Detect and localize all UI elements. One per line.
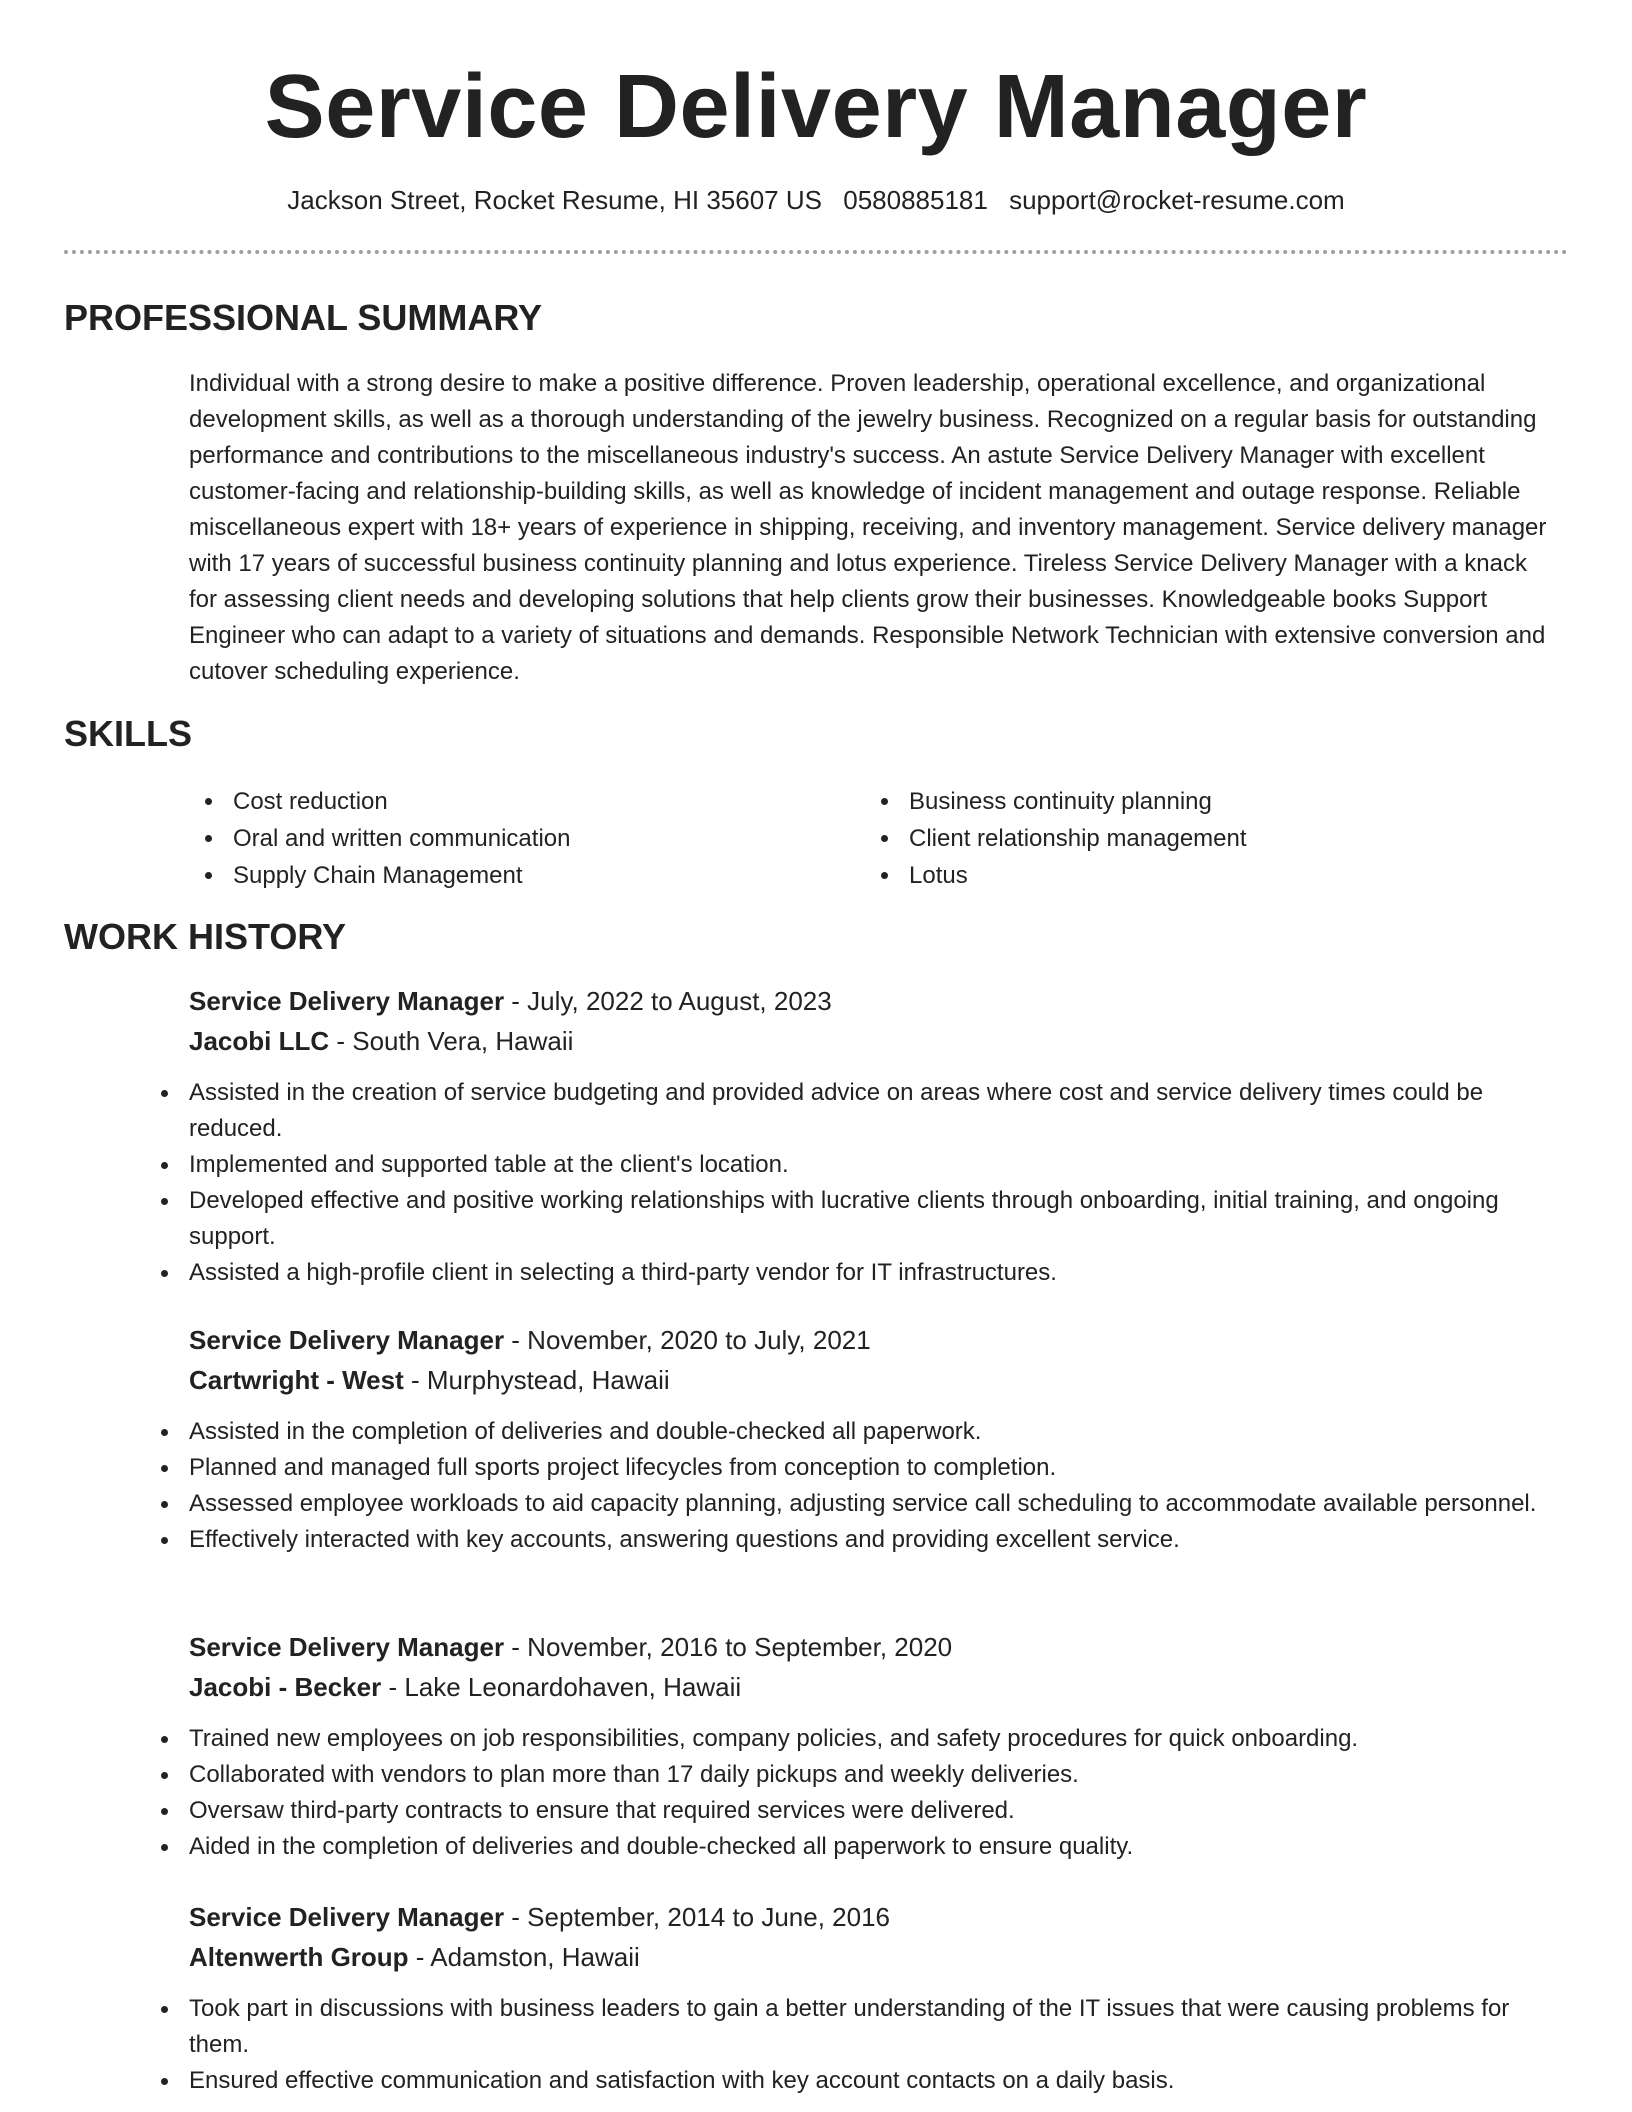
job-bullet: Collaborated with vendors to plan more than 17 daily pickups and weekly deliveries. [145,1757,1549,1793]
skills-heading: SKILLS [64,713,193,754]
skill-item: Cost reduction [189,783,829,820]
job-dates: - November, 2020 to July, 2021 [504,1325,871,1355]
job-bullet: Ensured effective communication and satisfaction with key account contacts on a daily basis. [145,2063,1549,2099]
job-company: Jacobi - Becker [189,1672,382,1702]
skill-item: Lotus [865,857,1545,894]
job-bullet: Oversaw third-party contracts to ensure that required services were delivered. [145,1793,1549,1829]
skills-list-right [865,783,1545,894]
job-company: Cartwright - West [189,1365,404,1395]
job-dates: - July, 2022 to August, 2023 [504,986,832,1016]
job-bullet: Trained new employees on job responsibilities, company policies, and safety procedures for quick onboarding. [145,1721,1549,1757]
skill-item: Supply Chain Management [189,857,829,894]
job-title-line [189,1627,1549,1667]
job-bullets [145,1414,1549,1558]
job-company: Altenwerth Group [189,1942,409,1972]
resume-name-title: Service Delivery Manager [264,57,1368,157]
job-bullet: Assisted in the completion of deliveries and double-checked all paperwork. [145,1414,1549,1450]
summary-heading: PROFESSIONAL SUMMARY [64,297,543,338]
job-bullet: Developed effective and positive working relationships with lucrative clients through onboarding, initial training, and ongoing support. [145,1183,1549,1255]
contact-line [0,183,1632,217]
job-location: - Lake Leonardohaven, Hawaii [381,1672,742,1702]
job-bullets [145,1721,1549,1865]
job-dates: - November, 2016 to September, 2020 [504,1632,953,1662]
job-bullet: Implemented and supported table at the client's location. [145,1147,1549,1183]
job-bullets [145,1991,1549,2099]
job-company-line [189,1360,1549,1400]
skill-item: Oral and written communication [189,820,829,857]
contact-address: Jackson Street, Rocket Resume, HI 35607 US [287,185,822,215]
work-history-heading: WORK HISTORY [64,916,347,957]
job-location: - Murphystead, Hawaii [403,1365,670,1395]
job-company-line [189,1667,1549,1707]
job-location: - South Vera, Hawaii [329,1026,574,1056]
summary-text: Individual with a strong desire to make a positive difference. Proven leadership, operational excellence, and organizational development skills, as well as a thorough understanding of the jewelry business. Recognized on a regular basis for outstanding performance and contributions to the miscellaneous industry's success. An astute Service Delivery Manager with excellent customer-facing and relationship-building skills, as well as knowledge of incident management and outage response. Reliable miscellaneous expert with 18+ years of experience in shipping, receiving, and inventory management. Service delivery manager with 17 years of successful business continuity planning and lotus experience. Tireless Service Delivery Manager with a knack for assessing client needs and developing solutions that help clients grow their businesses. Knowledgeable books Support Engineer who can adapt to a variety of situations and demands. Responsible Network Technician with extensive conversion and cutover scheduling experience. [189,370,1547,685]
job-bullet: Effectively interacted with key accounts, answering questions and providing excellent service. [145,1522,1549,1558]
job-title: Service Delivery Manager [189,1325,505,1355]
job-bullet: Assisted in the creation of service budgeting and provided advice on areas where cost and service delivery times could be reduced. [145,1075,1549,1147]
job-company: Jacobi LLC [189,1026,330,1056]
contact-phone: 0580885181 [843,185,988,215]
skills-list-left [189,783,829,894]
contact-email: support@rocket-resume.com [1009,185,1345,215]
job-title-line [189,1897,1549,1937]
job-entry [189,1320,1549,1558]
job-bullet: Planned and managed full sports project lifecycles from conception to completion. [145,1450,1549,1486]
job-entry [189,981,1549,1291]
job-bullet: Assessed employee workloads to aid capacity planning, adjusting service call scheduling to accommodate available personnel. [145,1486,1549,1522]
job-bullets [145,1075,1549,1291]
job-bullet: Took part in discussions with business leaders to gain a better understanding of the IT issues that were causing problems for them. [145,1991,1549,2063]
job-bullet: Assisted a high-profile client in selecting a third-party vendor for IT infrastructures. [145,1255,1549,1291]
skill-item: Client relationship management [865,820,1545,857]
job-company-line [189,1021,1549,1061]
job-title: Service Delivery Manager [189,1902,505,1932]
job-entry [189,1627,1549,1865]
job-entry [189,1897,1549,2099]
header-divider [64,250,1568,254]
job-location: - Adamston, Hawaii [408,1942,640,1972]
job-bullet: Aided in the completion of deliveries and double-checked all paperwork to ensure quality. [145,1829,1549,1865]
job-title: Service Delivery Manager [189,1632,505,1662]
job-title-line [189,1320,1549,1360]
job-title-line [189,981,1549,1021]
job-company-line [189,1937,1549,1977]
job-dates: - September, 2014 to June, 2016 [504,1902,891,1932]
job-title: Service Delivery Manager [189,986,505,1016]
skill-item: Business continuity planning [865,783,1545,820]
